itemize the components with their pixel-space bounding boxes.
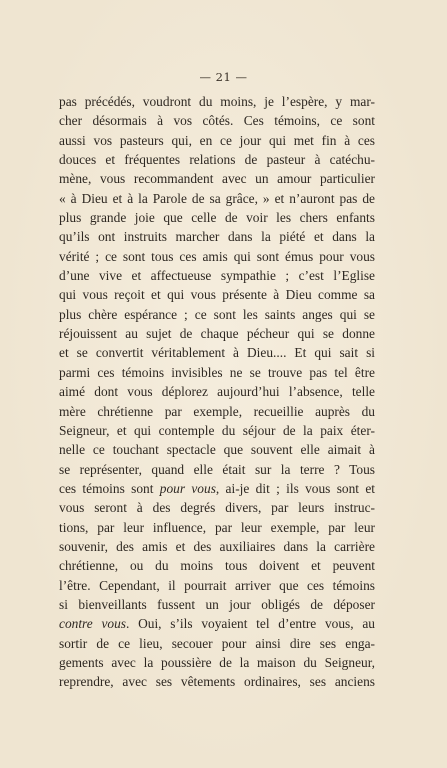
text-line: tions, par leur influence, par leur exemple, par leur — [59, 519, 375, 535]
body-text — [59, 92, 375, 692]
text-line: douces et fréquentes relations de pasteur à catéchu- — [59, 152, 375, 168]
text-line: l’être. Cependant, il pourrait arriver que ces témoins — [59, 577, 375, 593]
text-line: nelle ce touchant spectacle que souvent elle aimait à — [59, 442, 375, 458]
text-line: chrétienne, ou du moins tous doivent et peuvent — [59, 558, 375, 574]
text-line: parmi ces témoins invisibles ne se trouve pas tel être — [59, 364, 375, 380]
text-line: reprendre, avec ses vêtements ordinaires, ses anciens — [59, 674, 375, 690]
text-line: cher désormais à vos côtés. Ces témoins, ce sont — [59, 113, 375, 129]
text-line: si bienveillants fussent un jour obligés de déposer — [59, 596, 375, 612]
text-line: mène, vous recommandent avec un amour particulier — [59, 171, 375, 187]
text-line: gements avec la poussière de la maison du Seigneur, — [59, 654, 375, 670]
text-line: mère chrétienne par exemple, recueillie auprès du — [59, 403, 375, 419]
text-line: souvenir, des amis et des auxiliaires dans la carrière — [59, 538, 375, 554]
text-line: Seigneur, et qui contemple du séjour de la paix éter- — [59, 422, 375, 438]
text-line: plus chère espérance ; ce sont les saints anges qui se — [59, 306, 375, 322]
text-line: réjouissent au sujet de chaque pécheur qui se donne — [59, 326, 375, 342]
text-line: sortir de ce lieu, secouer pour ainsi dire ses enga- — [59, 635, 375, 651]
text-line: contre vous. Oui, s’ils voyaient tel d’entre vous, au — [59, 616, 375, 632]
text-line: qu’ils ont instruits marcher dans la piété et dans la — [59, 229, 375, 245]
text-line: pas précédés, voudront du moins, je l’espère, y mar- — [59, 94, 375, 109]
text-line: aimé dont vous déplorez aujourd’hui l’absence, telle — [59, 384, 375, 400]
text-line: qui vous reçoit et qui vous présente à Dieu comme sa — [59, 287, 375, 303]
text-line: et se convertit véritablement à Dieu.... Et qui sait si — [59, 345, 375, 361]
text-line: d’une vive et affectueuse sympathie ; c’est l’Eglise — [59, 268, 375, 284]
text-line: « à Dieu et à la Parole de sa grâce, » et n’auront pas de — [59, 190, 375, 206]
text-line: vous seront à des degrés divers, par leurs instruc- — [59, 500, 375, 516]
text-line: ces témoins sont pour vous, ai-je dit ; ils vous sont et — [59, 480, 375, 496]
text-line: plus grande joie que celle de voir les chers enfants — [59, 210, 375, 226]
text-line: vérité ; ce sont tous ces amis qui sont émus pour vous — [59, 248, 375, 264]
page-number: — 21 — — [199, 70, 248, 84]
text-line: aussi vos pasteurs qui, en ce jour qui met fin à ces — [59, 132, 375, 148]
text-line: se représenter, quand elle était sur la terre ? Tous — [59, 461, 375, 477]
